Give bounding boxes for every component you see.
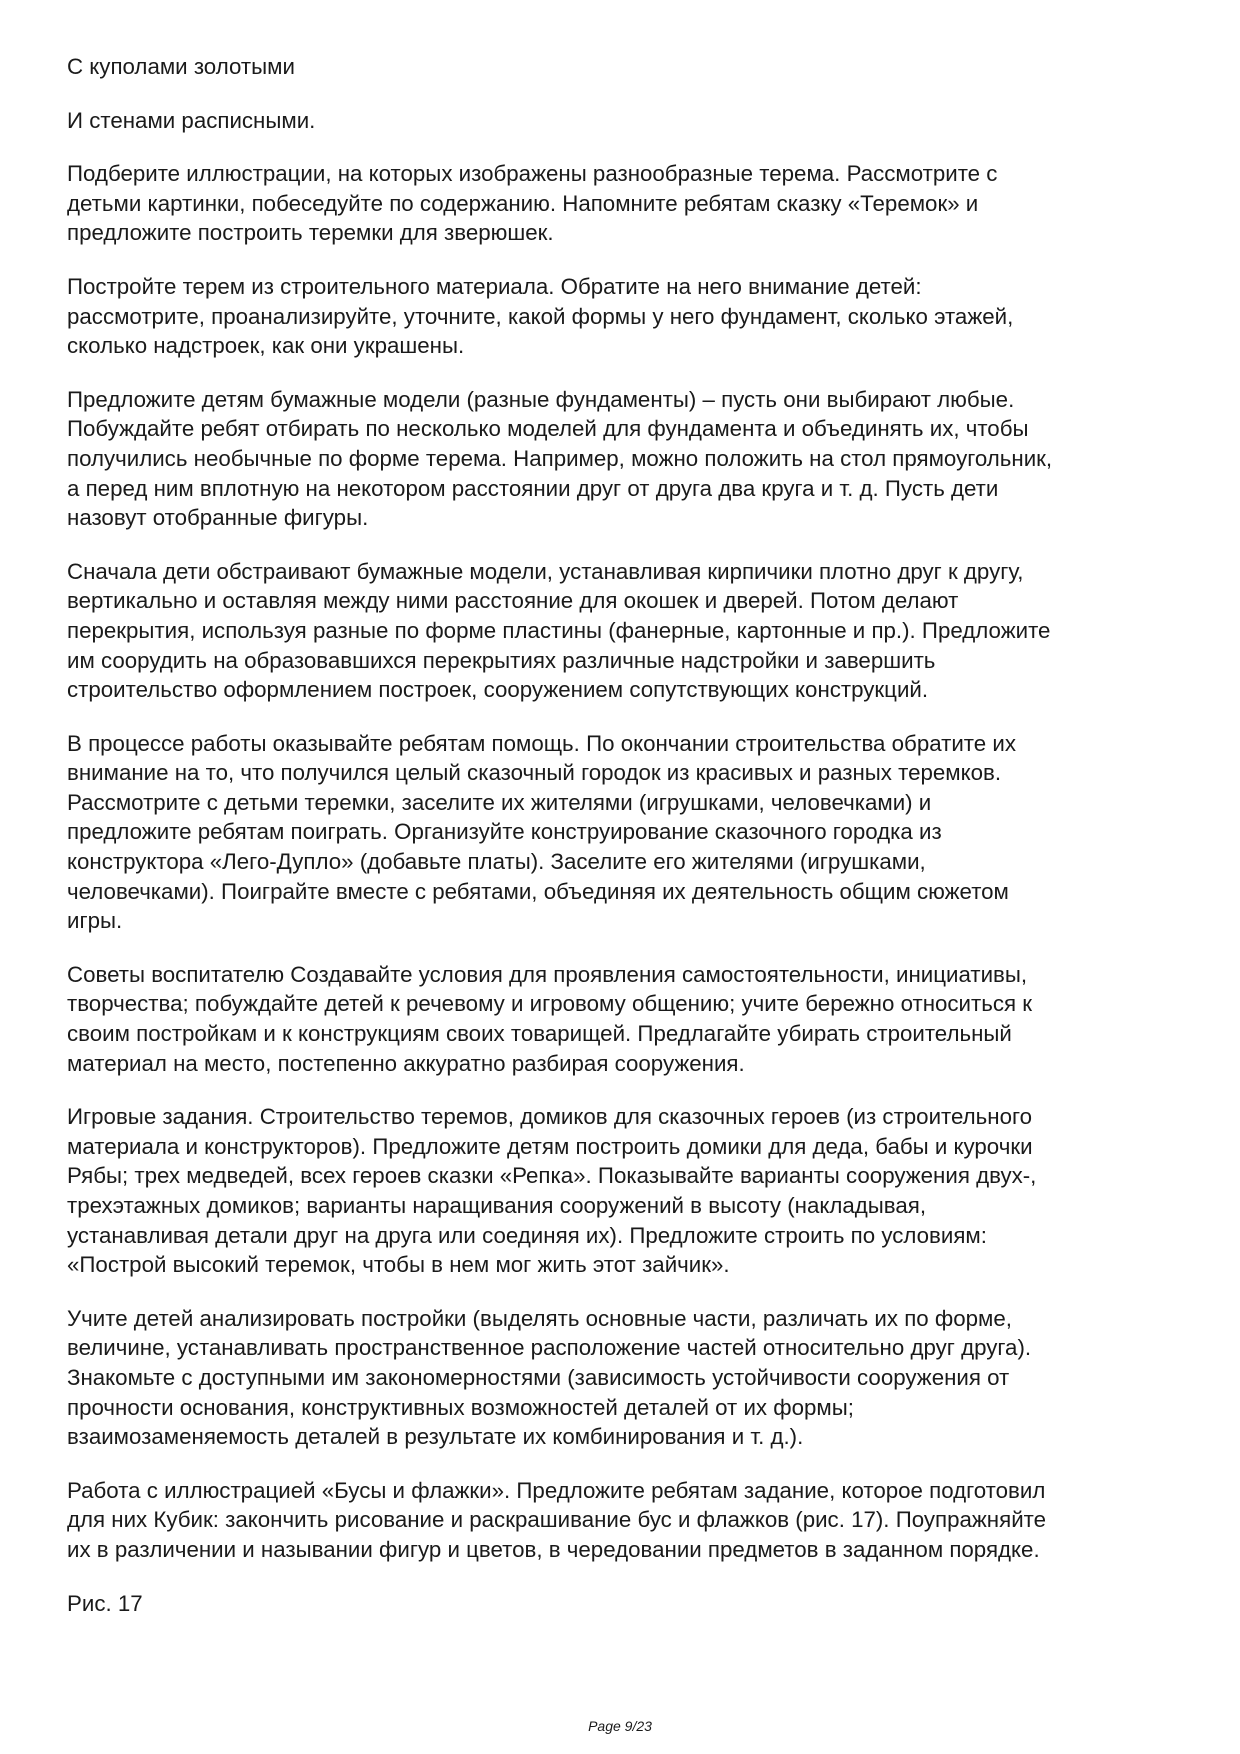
page-number: Page 9/23 (588, 1718, 652, 1734)
figure-caption: Рис. 17 (67, 1590, 143, 1616)
paragraph: В процессе работы оказывайте ребятам помощь. По окончании строительства обратите их внимание на то, что получился целый сказочный городок из красивых и разных теремков. Рассмотрите с детьми теремки, заселите их жителями (игрушками, человечками) и предложите ребятам поиграть. Организуйте конструирование сказочного городка из конструктора «Лего-Дупло» (добавьте платы). Заселите его жителями (игрушками, человечками). Поиграйте вместе с ребятами, объединяя их деятельность общим сюжетом игры. (67, 730, 1016, 934)
paragraph: Постройте терем из строительного материала. Обратите на него внимание детей: рассмотрите, проанализируйте, уточните, какой формы у него фундамент, сколько этажей, сколько надстроек, как они украшены. (67, 273, 1014, 359)
paragraph: С куполами золотыми (67, 54, 295, 79)
paragraph: Предложите детям бумажные модели (разные фундаменты) – пусть они выбирают любые. Побуждайте ребят отбирать по несколько моделей для фундамента и объединять их, чтобы получились необычные по форме терема. Например, можно положить на стол прямоугольник, а перед ним вплотную на некотором расстоянии друг от друга два круга и т. д. Пусть дети назовут отобранные фигуры. (67, 386, 1053, 531)
paragraph: И стенами расписными. (67, 107, 316, 133)
paragraph: Игровые задания. Строительство теремов, домиков для сказочных героев (из строительного материала и конструкторов). Предложите детям построить домики для деда, бабы и курочки Рябы; трех медведей, всех героев сказки «Репка». Показывайте варианты сооружения двух-, трехэтажных домиков; варианты наращивания сооружений в высоту (накладывая, устанавливая детали друг на друга или соединяя их). Предложите строить по условиям: «Построй высокий теремок, чтобы в нем мог жить этот зайчик». (67, 1104, 1037, 1278)
paragraph: Сначала дети обстраивают бумажные модели, устанавливая кирпичики плотно друг к другу, вертикально и оставляя между ними расстояние для окошек и дверей. Потом делают перекрытия, используя разные по форме пластины (фанерные, картонные и пр.). Предложите им соорудить на образовавшихся перекрытиях различные надстройки и завершить строительство оформлением построек, сооружением сопутствующих конструкций. (67, 558, 1051, 703)
paragraph: Учите детей анализировать постройки (выделять основные части, различать их по форме, величине, устанавливать пространственное расположение частей относительно друг друга). Знакомьте с доступными им закономерностями (зависимость устойчивости сооружения от прочности основания, конструктивных возможностей деталей от их формы; взаимозаменяемость деталей в результате их комбинирования и т. д.). (67, 1305, 1032, 1450)
document-body (67, 52, 1167, 1642)
paragraph: Работа с иллюстрацией «Бусы и флажки». Предложите ребятам задание, которое подготовил для них Кубик: закончить рисование и раскрашивание бус и флажков (рис. 17). Поупражняйте их в различении и назывании фигур и цветов, в чередовании предметов в заданном порядке. (67, 1477, 1047, 1562)
paragraph: Советы воспитателю Создавайте условия для проявления самостоятельности, инициативы, творчества; побуждайте детей к речевому и игровому общению; учите бережно относиться к своим постройкам и к конструкциям своих товарищей. Предлагайте убирать строительный материал на место, постепенно аккуратно разбирая сооружения. (67, 961, 1033, 1076)
paragraph: Подберите иллюстрации, на которых изображены разнообразные терема. Рассмотрите с детьми картинки, побеседуйте по содержанию. Напомните ребятам сказку «Теремок» и предложите построить теремки для зверюшек. (67, 161, 998, 246)
